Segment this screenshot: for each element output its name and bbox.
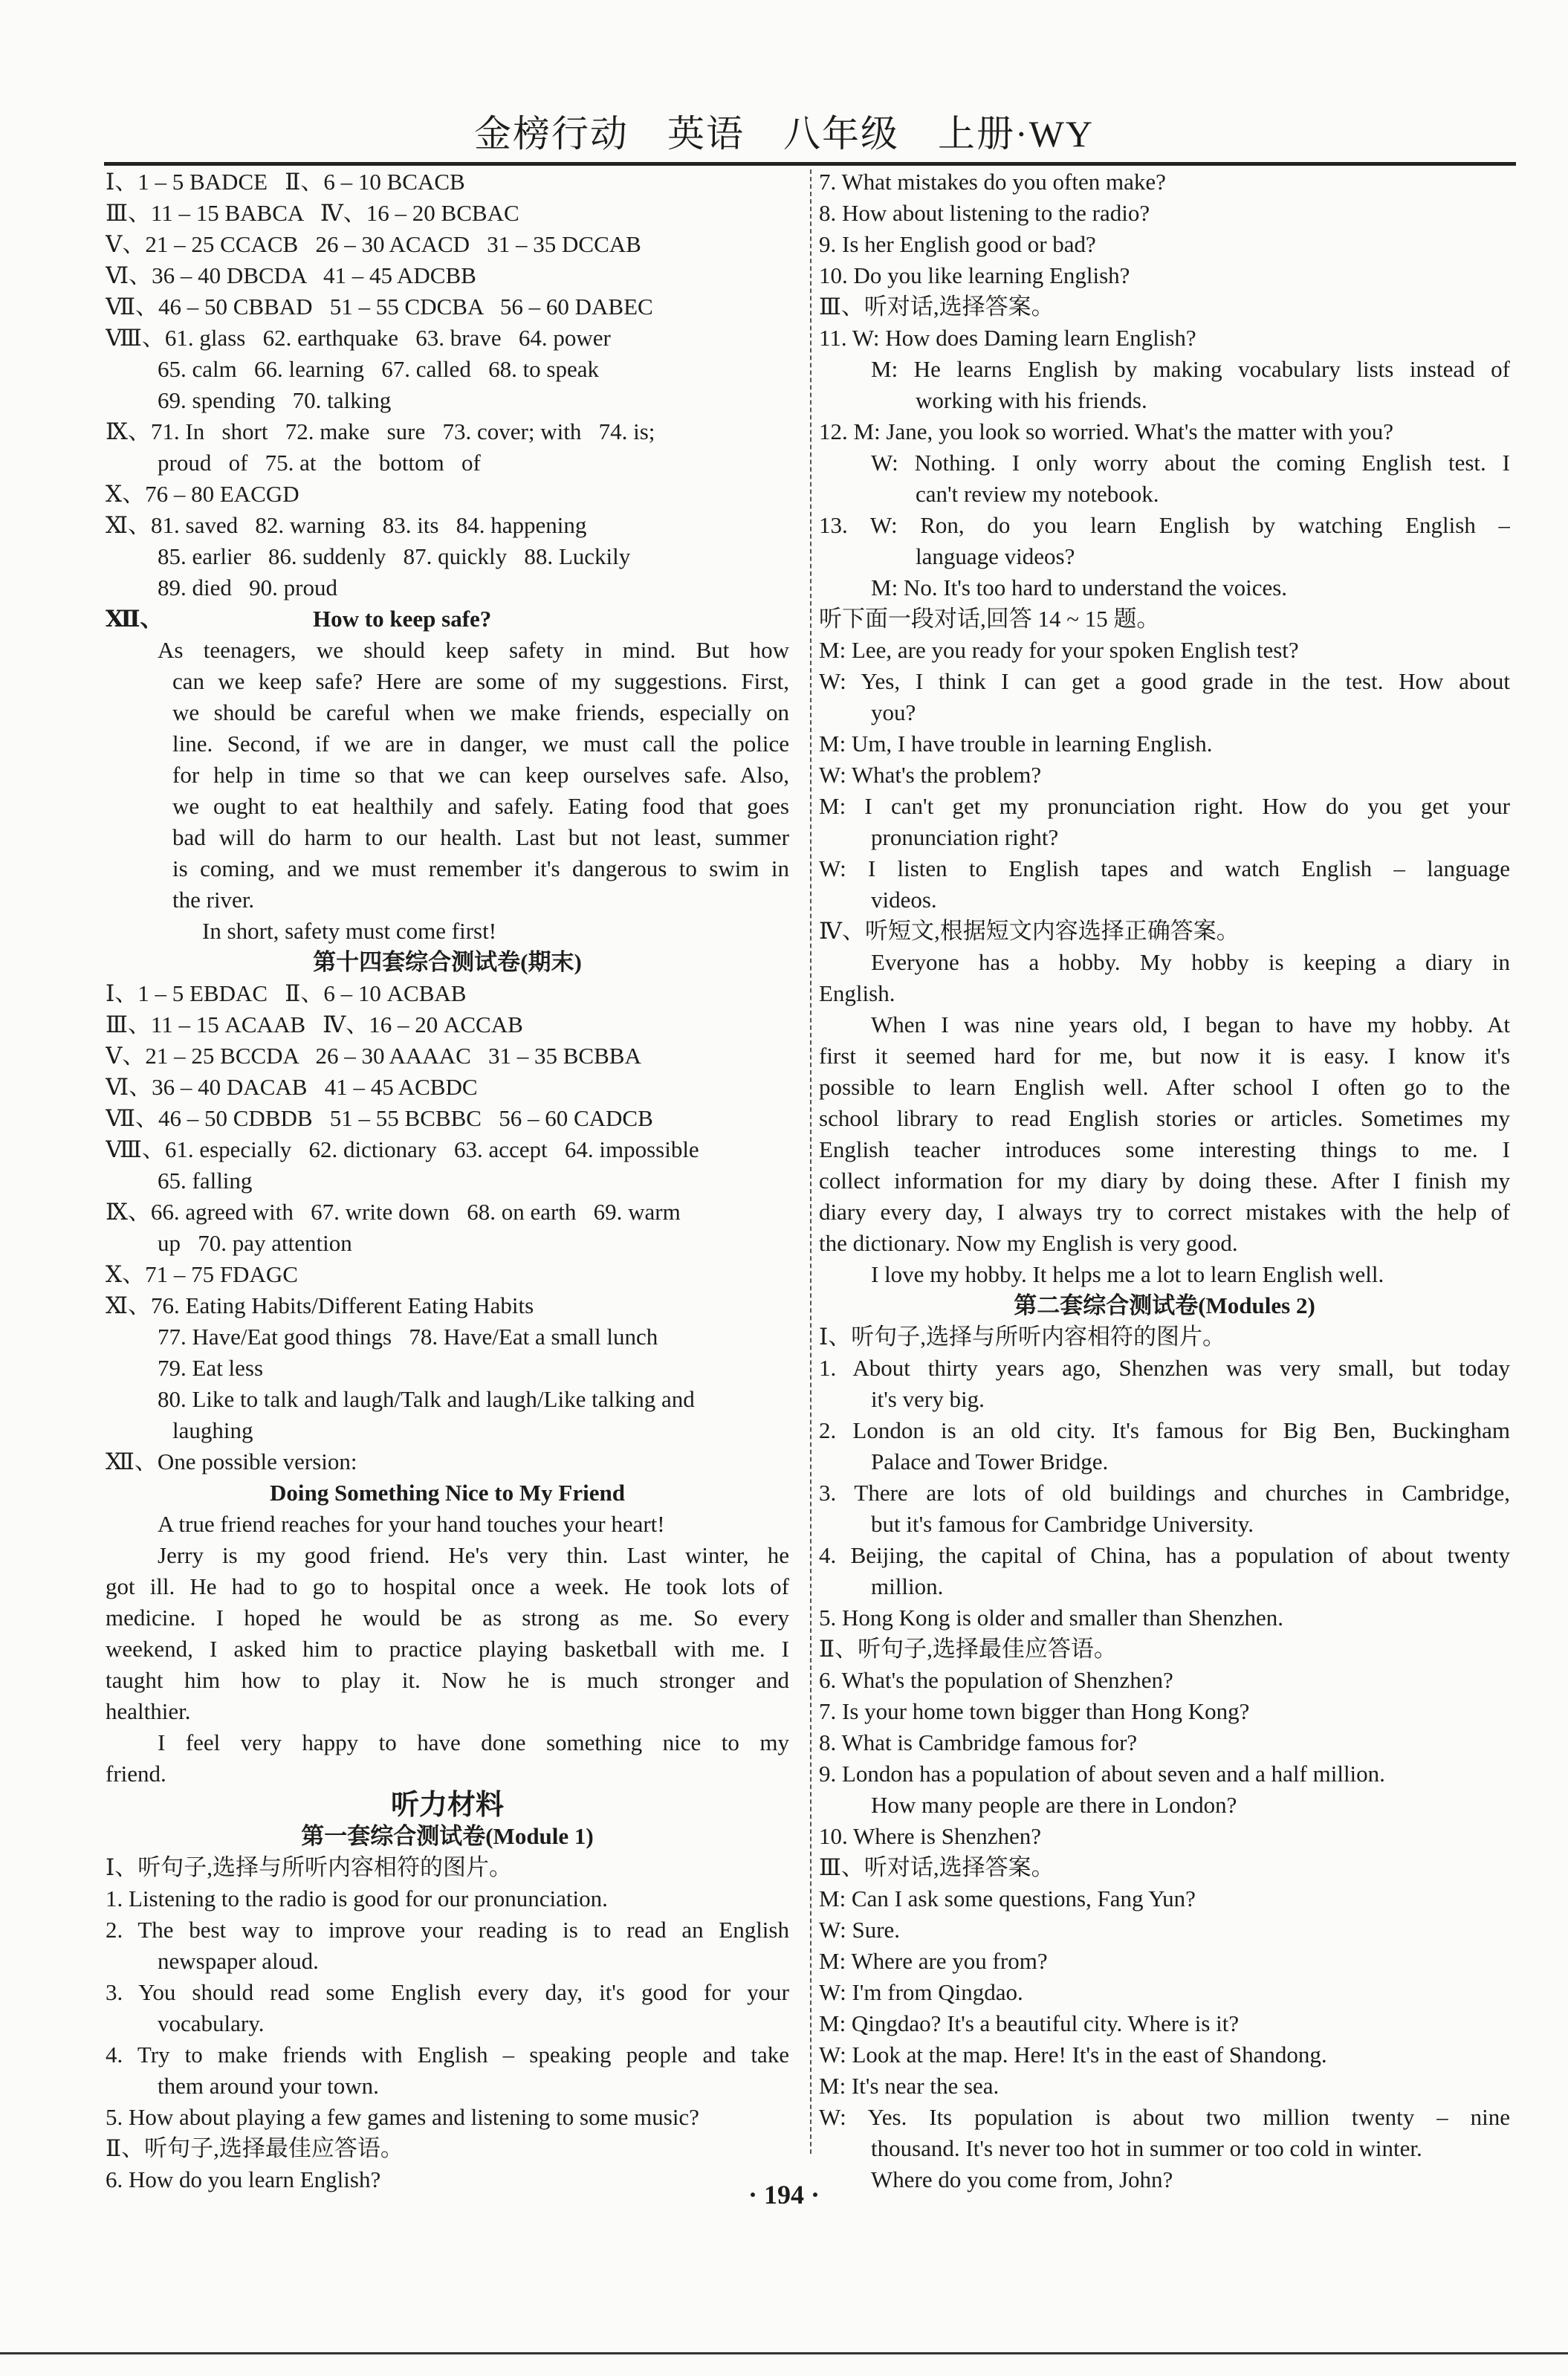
text-line: Ⅰ、1 – 5 EBDAC Ⅱ、6 – 10 ACBAB xyxy=(106,980,467,1006)
text-line: 3. There are lots of old buildings and churches in Cambridge, xyxy=(819,1480,1510,1506)
text-line: 8. What is Cambridge famous for? xyxy=(819,1729,1138,1755)
text-line: vocabulary. xyxy=(158,2010,265,2036)
text-line: M: Um, I have trouble in learning English. xyxy=(819,731,1213,757)
text-line: it's very big. xyxy=(871,1386,985,1412)
text-line: A true friend reaches for your hand touches your heart! xyxy=(158,1511,665,1537)
text-line: Where do you come from, John? xyxy=(871,2166,1173,2192)
text-line: proud of 75. at the bottom of xyxy=(158,450,481,476)
text-line: How many people are there in London? xyxy=(871,1792,1237,1818)
text-line: collect information for my diary by doing these. After I finish my xyxy=(819,1168,1510,1194)
text-line: 3. You should read some English every day, it's good for your xyxy=(106,1979,789,2005)
text-line: 2. The best way to improve your reading is to read an English xyxy=(106,1917,789,1943)
text-line: M: I can't get my pronunciation right. How do you get your xyxy=(819,793,1510,819)
text-line: Ⅱ、听句子,选择最佳应答语。 xyxy=(819,1636,1117,1662)
text-line: Jerry is my good friend. He's very thin. Last winter, he xyxy=(158,1542,789,1568)
text-line: 1. Listening to the radio is good for our pronunciation. xyxy=(106,1885,608,1912)
text-line: 第十四套综合测试卷(期末) xyxy=(313,949,582,975)
text-line: 13. W: Ron, do you learn English by watching English – xyxy=(819,512,1510,538)
text-line: 8. How about listening to the radio? xyxy=(819,200,1150,226)
text-line: you? xyxy=(871,699,916,725)
text-line: Ⅸ、66. agreed with 67. write down 68. on earth 69. warm xyxy=(106,1199,681,1225)
text-line: 89. died 90. proud xyxy=(158,574,337,601)
text-line: 4. Try to make friends with English – speaking people and take xyxy=(106,2042,789,2068)
text-line: Ⅱ、听句子,选择最佳应答语。 xyxy=(106,2135,404,2161)
text-line: taught him how to play it. Now he is much stronger and xyxy=(106,1667,789,1693)
text-line: Ⅻ、 How to keep safe? xyxy=(106,606,492,632)
text-line: videos. xyxy=(871,887,937,913)
text-line: M: Can I ask some questions, Fang Yun? xyxy=(819,1885,1196,1912)
text-line: M: No. It's too hard to understand the voices. xyxy=(871,574,1288,601)
text-line: up 70. pay attention xyxy=(158,1230,352,1256)
text-line: bad will do harm to our health. Last but not least, summer xyxy=(172,824,789,850)
bottom-rule xyxy=(0,2352,1568,2354)
text-line: In short, safety must come first! xyxy=(202,918,497,944)
text-line: possible to learn English well. After school I often go to the xyxy=(819,1074,1510,1100)
page-number: · 194 · xyxy=(748,2180,820,2210)
text-line: Ⅹ、71 – 75 FDAGC xyxy=(106,1261,298,1287)
text-line: Doing Something Nice to My Friend xyxy=(270,1480,625,1506)
text-line: 7. Is your home town bigger than Hong Kong? xyxy=(819,1698,1250,1724)
text-line: 12. M: Jane, you look so worried. What's the matter with you? xyxy=(819,418,1393,444)
text-line: Ⅴ、21 – 25 CCACB 26 – 30 ACACD 31 – 35 DCCAB xyxy=(106,231,641,257)
text-line: Ⅶ、46 – 50 CDBDB 51 – 55 BCBBC 56 – 60 CADCB xyxy=(106,1105,653,1131)
text-line: Ⅵ、36 – 40 DBCDA 41 – 45 ADCBB xyxy=(106,262,476,288)
text-line: line. Second, if we are in danger, we must call the police xyxy=(172,731,789,757)
text-line: Everyone has a hobby. My hobby is keeping a diary in xyxy=(871,949,1510,975)
text-line: Ⅹ、76 – 80 EACGD xyxy=(106,481,299,507)
text-line: can't review my notebook. xyxy=(916,481,1159,507)
text-line: but it's famous for Cambridge University. xyxy=(871,1511,1254,1537)
text-line: Ⅲ、11 – 15 ACAAB Ⅳ、16 – 20 ACCAB xyxy=(106,1011,523,1038)
text-line: 65. falling xyxy=(158,1168,253,1194)
text-line: W: I'm from Qingdao. xyxy=(819,1979,1023,2005)
text-line: working with his friends. xyxy=(916,387,1147,413)
text-line: Ⅸ、71. In short 72. make sure 73. cover; with 74. is; xyxy=(106,418,655,444)
text-line: 7. What mistakes do you often make? xyxy=(819,169,1166,195)
text-line: pronunciation right? xyxy=(871,824,1059,850)
text-line: 85. earlier 86. suddenly 87. quickly 88. Luckily xyxy=(158,543,631,569)
text-line: 1. About thirty years ago, Shenzhen was very small, but today xyxy=(819,1355,1510,1381)
text-line: the river. xyxy=(172,887,255,913)
column-divider xyxy=(810,169,811,2154)
text-line: friend. xyxy=(106,1761,166,1787)
text-line: them around your town. xyxy=(158,2073,379,2099)
text-line: 2. London is an old city. It's famous for Big Ben, Buckingham xyxy=(819,1417,1510,1443)
text-line: 6. How do you learn English? xyxy=(106,2166,381,2192)
text-line: we should be careful when we make friends, especially on xyxy=(172,699,789,725)
text-line: W: Yes, I think I can get a good grade in the test. How about xyxy=(819,668,1510,694)
text-line: laughing xyxy=(172,1417,253,1443)
text-line: 9. Is her English good or bad? xyxy=(819,231,1096,257)
text-line: first it seemed hard for me, but now it is easy. I know it's xyxy=(819,1043,1510,1069)
text-line: 第二套综合测试卷(Modules 2) xyxy=(1014,1292,1315,1318)
text-line: When I was nine years old, I began to have my hobby. At xyxy=(871,1011,1510,1038)
text-line: English teacher introduces some interesting things to me. I xyxy=(819,1136,1510,1162)
text-line: M: Lee, are you ready for your spoken English test? xyxy=(819,637,1299,663)
text-line: language videos? xyxy=(916,543,1075,569)
text-line: diary every day, I always try to correct mistakes with the help of xyxy=(819,1199,1510,1225)
text-line: medicine. I hoped he would be as strong as me. So every xyxy=(106,1605,789,1631)
text-line: newspaper aloud. xyxy=(158,1948,319,1974)
text-line: 4. Beijing, the capital of China, has a population of about twenty xyxy=(819,1542,1510,1568)
right-column xyxy=(819,166,1510,2195)
text-line: Ⅺ、76. Eating Habits/Different Eating Habits xyxy=(106,1292,534,1318)
text-line: Ⅺ、81. saved 82. warning 83. its 84. happening xyxy=(106,512,587,538)
text-line: 第一套综合测试卷(Module 1) xyxy=(301,1823,594,1849)
text-line: Palace and Tower Bridge. xyxy=(871,1448,1109,1475)
text-line: Ⅰ、听句子,选择与所听内容相符的图片。 xyxy=(819,1324,1225,1350)
text-line: 5. How about playing a few games and listening to some music? xyxy=(106,2104,699,2130)
text-line: 听力材料 xyxy=(390,1790,504,1821)
text-line: W: Sure. xyxy=(819,1917,901,1943)
text-line: W: What's the problem? xyxy=(819,762,1042,788)
text-line: As teenagers, we should keep safety in mind. But how xyxy=(158,637,789,663)
page-header-title: 金榜行动 英语 八年级 上册·WY xyxy=(474,113,1094,155)
text-line: Ⅲ、听对话,选择答案。 xyxy=(819,1854,1054,1880)
text-line: million. xyxy=(871,1573,944,1599)
text-line: 5. Hong Kong is older and smaller than Shenzhen. xyxy=(819,1605,1284,1631)
text-line: Ⅻ、One possible version: xyxy=(106,1448,357,1475)
text-line: we ought to eat healthily and safely. Eating food that goes xyxy=(172,793,789,819)
text-line: 80. Like to talk and laugh/Talk and laugh/Like talking and xyxy=(158,1386,695,1412)
text-line: Ⅷ、61. especially 62. dictionary 63. accept 64. impossible xyxy=(106,1136,699,1162)
text-line: 10. Where is Shenzhen? xyxy=(819,1823,1041,1849)
text-line: the dictionary. Now my English is very good. xyxy=(819,1230,1238,1256)
text-line: 9. London has a population of about seven and a half million. xyxy=(819,1761,1385,1787)
text-line: Ⅰ、1 – 5 BADCE Ⅱ、6 – 10 BCACB xyxy=(106,169,465,195)
text-line: got ill. He had to go to hospital once a week. He took lots of xyxy=(106,1573,789,1599)
text-line: Ⅴ、21 – 25 BCCDA 26 – 30 AAAAC 31 – 35 BCBBA xyxy=(106,1043,641,1069)
text-line: W: Look at the map. Here! It's in the east of Shandong. xyxy=(819,2042,1327,2068)
text-line: 听下面一段对话,回答 14 ~ 15 题。 xyxy=(819,606,1160,632)
text-line: 11. W: How does Daming learn English? xyxy=(819,325,1196,351)
text-line: W: Nothing. I only worry about the coming English test. I xyxy=(871,450,1510,476)
text-line: M: Qingdao? It's a beautiful city. Where is it? xyxy=(819,2010,1240,2036)
text-line: is coming, and we must remember it's dangerous to swim in xyxy=(172,855,789,881)
text-line: 65. calm 66. learning 67. called 68. to speak xyxy=(158,356,600,382)
text-line: Ⅰ、听句子,选择与所听内容相符的图片。 xyxy=(106,1854,512,1880)
text-line: M: Where are you from? xyxy=(819,1948,1048,1974)
header-rule xyxy=(104,162,1516,166)
text-line: I love my hobby. It helps me a lot to learn English well. xyxy=(871,1261,1384,1287)
text-line: Ⅷ、61. glass 62. earthquake 63. brave 64. power xyxy=(106,325,611,351)
text-line: I feel very happy to have done something nice to my xyxy=(158,1729,789,1755)
text-line: 69. spending 70. talking xyxy=(158,387,392,413)
text-line: Ⅵ、36 – 40 DACAB 41 – 45 ACBDC xyxy=(106,1074,478,1100)
text-line: Ⅶ、46 – 50 CBBAD 51 – 55 CDCBA 56 – 60 DABEC xyxy=(106,294,653,320)
left-column xyxy=(106,166,789,2195)
text-line: W: I listen to English tapes and watch English – language xyxy=(819,855,1510,881)
text-line: W: Yes. Its population is about two million twenty – nine xyxy=(819,2104,1510,2130)
text-line: M: He learns English by making vocabulary lists instead of xyxy=(871,356,1510,382)
text-line: 77. Have/Eat good things 78. Have/Eat a small lunch xyxy=(158,1324,658,1350)
text-line: M: It's near the sea. xyxy=(819,2073,1000,2099)
text-line: school library to read English stories or articles. Sometimes my xyxy=(819,1105,1510,1131)
text-line: Ⅲ、听对话,选择答案。 xyxy=(819,294,1054,320)
text-line: healthier. xyxy=(106,1698,191,1724)
text-line: English. xyxy=(819,980,895,1006)
text-line: 79. Eat less xyxy=(158,1355,264,1381)
text-line: can we keep safe? Here are some of my suggestions. First, xyxy=(172,668,789,694)
text-line: thousand. It's never too hot in summer or too cold in winter. xyxy=(871,2135,1422,2161)
text-line: 6. What's the population of Shenzhen? xyxy=(819,1667,1173,1693)
text-line: for help in time so that we can keep ourselves safe. Also, xyxy=(172,762,789,788)
text-line: Ⅲ、11 – 15 BABCA Ⅳ、16 – 20 BCBAC xyxy=(106,200,519,226)
text-line: 10. Do you like learning English? xyxy=(819,262,1130,288)
text-line: Ⅳ、听短文,根据短文内容选择正确答案。 xyxy=(819,918,1240,944)
text-line: weekend, I asked him to practice playing basketball with me. I xyxy=(106,1636,789,1662)
